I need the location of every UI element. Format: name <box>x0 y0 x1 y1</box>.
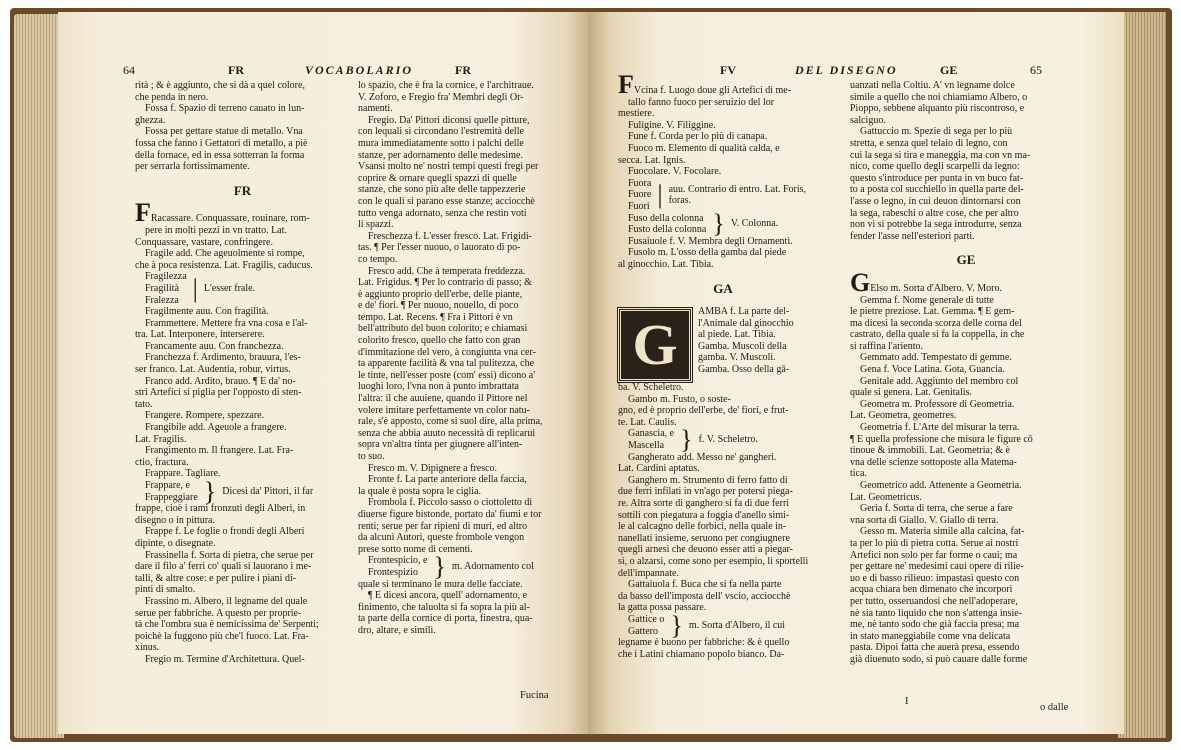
bracketed-entry <box>618 178 828 213</box>
text-line: nè sia tanto liquido che non s'attenga insie- <box>850 607 1023 619</box>
text-line: Lat. Frigidus. ¶ Per lo contrario di passo; & <box>358 277 532 289</box>
entry-term: Mascella <box>628 440 665 452</box>
text-line: tra. Lat. Interponere, interserere. <box>135 329 265 341</box>
entry-definition: auu. Contrario di entro. Lat. Foris, foras. <box>668 183 807 207</box>
text-line: Ganghero m. Strumento di ferro fatto di <box>628 474 788 486</box>
text-line: Fregio m. Termine d'Architettura. Quel- <box>145 653 305 665</box>
text-line: Gemma f. Nome generale di tutte <box>860 294 994 306</box>
text-line: Frombola f. Piccolo sasso o ciottoletto di <box>368 497 533 509</box>
text-line: ghezza. <box>135 114 166 126</box>
text-line: sopra vn'altra tinta per giugnere all'inten- <box>358 439 523 451</box>
text-line: Gangherato add. Messo ne' gangheri. <box>628 451 777 463</box>
entry-term: Gattero <box>628 625 658 637</box>
text-line: Geria f. Sorta di terra, che serue a fare <box>860 503 1013 515</box>
text-line: tallo fanno fuoco per seruizio del lor <box>628 96 775 108</box>
text-line: simile a quello che noi chiamiamo Albero, o <box>850 91 1028 103</box>
text-line: ba. V. Scheletro. <box>618 382 684 394</box>
text-line: pere in molti pezzi in vn tratto. Lat. <box>145 224 287 236</box>
text-line: gamba. V. Muscoli. <box>698 352 776 364</box>
text-line: to suo. <box>358 451 385 462</box>
text-line: con le quali si parano esse stanze; acciocchè <box>358 195 535 207</box>
text-column <box>618 70 828 660</box>
bracket-glyph: | <box>192 273 198 303</box>
entry-terms <box>628 614 664 637</box>
entry-terms <box>628 178 651 213</box>
text-line: fender l'asse nell'esteriori parti. <box>850 230 975 242</box>
entry-term: Fuori <box>628 200 650 212</box>
section-heading: GE <box>956 252 976 268</box>
text-line: uanzati nella Coltiu. A' vn legname dolce <box>850 80 1015 91</box>
text-line: xinus. <box>135 642 160 654</box>
bracketed-entry <box>618 209 828 239</box>
entry-term: Frappeggiare <box>145 491 198 503</box>
text-line: Fuocolare. V. Focolare. <box>628 166 722 178</box>
text-line: Freschezza f. L'esser fresco. Lat. Frigidi- <box>368 230 532 242</box>
text-line: ma dicesi la seconda scorza delle corna del <box>850 317 1022 329</box>
text-line: Fuoco m. Elemento di qualità calda, e <box>628 142 780 154</box>
text-line: dare il filo a' ferri co' quali si lauorano i me- <box>135 561 312 573</box>
text-line: non vi si potrebbe la sega introdurre, senza <box>850 219 1022 231</box>
entry-terms <box>145 480 198 503</box>
entry-term: Fragilità <box>145 282 179 294</box>
page-number: 65 <box>1030 63 1042 77</box>
text-line: ser franco. Lat. Audentia, robur, virtus. <box>135 364 291 376</box>
text-line: Gesso m. Materia simile alla calcina, fat- <box>860 526 1025 538</box>
text-line: dipinte, o disegnate. <box>135 537 216 549</box>
bracket-glyph: } <box>712 209 725 239</box>
text-line: Frappe f. Le foglie o frondi degli Alberi <box>145 526 305 538</box>
entry-term: Frappare, e <box>145 480 190 491</box>
text-line: per tutto, osseruandosi che nell'adoperare, <box>850 595 1018 607</box>
text-line: si raffina l'ariento. <box>850 340 923 352</box>
text-line: stretta, e senza quel telaio di legno, con <box>850 137 1008 149</box>
text-line: nanellati insieme, seruono per congiugnere <box>618 532 790 544</box>
decorated-initial-letter: G <box>618 308 692 382</box>
text-line: tutto venga adornato, senza che restin voti <box>358 207 527 219</box>
text-line: che penda in nero. <box>135 91 209 103</box>
catchword: Fucina <box>520 690 549 701</box>
header-section-right: FR <box>455 63 471 77</box>
bracket-glyph: } <box>433 551 446 581</box>
text-line: due ferri infilati in vn'ago per potersi piega- <box>618 486 793 498</box>
decorated-initial-entry <box>618 306 828 382</box>
text-line: Geometria f. L'Arte del misurar la terra. <box>860 422 1020 434</box>
text-line: Fossa f. Spazio di terreno cauato in lun- <box>145 103 305 115</box>
text-line: disegno o in pittura. <box>135 514 215 526</box>
text-line: re. Altra sorte di ganghero si fa di due ferri <box>618 498 790 510</box>
entry-term: Frontespizio <box>368 566 418 578</box>
text-line: volere imitare perfettamente vn color natu- <box>358 404 530 416</box>
text-line: è aggiunto proprio dell'erbe, delle piante, <box>358 288 523 300</box>
text-line: ¶ E dicesi ancora, quell' adornamento, e <box>368 590 528 602</box>
text-line: vna delle scienze sottoposte alla Matema- <box>850 456 1017 468</box>
text-line: Frammettere. Mettere fra vna cosa e l'al- <box>145 317 308 329</box>
text-line: tas. ¶ Per l'esser nuouo, o lauorato di po- <box>358 242 521 254</box>
text-line: te. Lat. Caulis. <box>618 416 677 428</box>
bracket-glyph: } <box>203 476 217 506</box>
text-line: l'Animale dal ginocchio <box>698 317 794 329</box>
text-line: la sega, rabeschi o altre cose, che per altro <box>850 207 1019 219</box>
bracketed-entry <box>358 551 573 581</box>
text-line: la quale è posta sopra le ciglia. <box>358 485 482 497</box>
text-line: poichè la fuggono più che'l fuoco. Lat. Fra- <box>135 630 309 642</box>
text-line: da basso dell'imposta dell' vscio, acciocchè <box>618 590 791 602</box>
entry-definition: m. Adornamento col <box>451 561 534 573</box>
text-line: Franchezza f. Ardimento, brauura, l'es- <box>145 352 301 364</box>
text-line: GElso m. Sorta d'Albero. V. Moro. <box>850 267 1002 297</box>
text-line: ta per lo più di pietra cotta. Serue ai nostri <box>850 537 1019 549</box>
text-line: mura immediatamente sotto i palchi delle <box>358 137 524 149</box>
text-line: al piede. Lat. Tibia. <box>698 329 776 341</box>
header-section-right: GE <box>940 63 958 77</box>
entry-terms <box>368 555 427 578</box>
bracket-glyph: | <box>657 180 663 210</box>
text-line: salciguo. <box>850 114 886 126</box>
text-line: Frangibile add. Ageuole a frangere. <box>145 422 287 434</box>
text-line: Gattuccio m. Spezie di sega per lo più <box>860 126 1013 138</box>
header-section-left: FV <box>720 63 736 77</box>
text-line: pinti di smalto. <box>135 584 196 596</box>
entry-definition: L'esser frale. <box>203 282 256 294</box>
text-line: si, o alzarsi, come sono per esempio, li sportelli <box>618 556 809 567</box>
text-line: Geometra m. Professore di Geometria. <box>860 398 1015 410</box>
text-line: stanze, che sono più alte delle tappezzerie <box>358 184 526 196</box>
section-heading: GA <box>713 280 733 296</box>
text-line: to a posta col succhiello in quella parte del- <box>850 184 1024 196</box>
section-heading: FR <box>233 182 252 198</box>
text-line: Fresco add. Che à temperata freddezza. <box>368 265 526 277</box>
text-line: bell'attributo del buon colorito; e chiamasi <box>358 323 528 335</box>
entry-term: Fragilezza <box>145 271 187 283</box>
entry-terms <box>628 213 706 236</box>
text-line: li spazzi. <box>358 219 394 231</box>
text-line: quale si genera. Lat. Genitalis. <box>850 387 972 399</box>
text-line: nico, come quello degli scarpelli da legno: <box>850 161 1020 173</box>
text-line: vna sorta di Giallo. V. Giallo di terra. <box>850 514 999 526</box>
text-line: della fornace, ed in essa sotterran la forma <box>135 149 305 161</box>
entry-definition: Dicesi da' Pittori, il far <box>222 485 314 497</box>
text-line: Fusaiuole f. V. Membra degli Ornamenti. <box>628 235 793 247</box>
text-line: Geometrico add. Attenente a Geometria. <box>860 480 1022 491</box>
text-line: Francamente auu. Con franchezza. <box>145 340 284 352</box>
text-line: prese sotto nome di cementi. <box>358 543 473 555</box>
text-line: cui la sega si tira e maneggia, ma con vn ma- <box>850 149 1031 161</box>
text-line: fossa che fanno i Gettatori di metallo, a piè <box>135 137 308 149</box>
entry-term: Frontespicio, e <box>368 555 428 567</box>
text-line: Frangere. Rompere, spezzare. <box>145 410 265 422</box>
bracketed-entry <box>135 271 350 306</box>
text-line: Fragile add. Che ageuolmente si rompe, <box>145 248 305 260</box>
text-line: Frassinella f. Sorta di pietra, che serue per <box>145 549 314 561</box>
text-line: tinoue & immobili. Lat. Geometria; & è <box>850 445 1010 457</box>
text-column <box>358 80 573 637</box>
catchword: o dalle <box>1040 702 1069 713</box>
text-line: Fossa per gettare statue di metallo. Vna <box>145 126 303 138</box>
header-section-left: FR <box>228 63 244 77</box>
text-line: la gatta possa passare. <box>618 602 707 614</box>
text-line: Genitale add. Aggiunto del membro col <box>860 375 1019 387</box>
text-line: acqua chiara ben dimenato che incorpori <box>850 584 1013 596</box>
signature-mark: I <box>905 696 909 707</box>
text-line: dro, altare, e simili. <box>358 624 436 636</box>
text-column <box>135 80 350 666</box>
text-line: in stato maneggiabile come vna delicata <box>850 630 1011 642</box>
running-title: DEL DISEGNO <box>795 63 898 77</box>
text-line: Gattaiuola f. Buca che si fa nella parte <box>628 579 782 591</box>
text-line: questo s'introduce per punta in vn buco fat- <box>850 172 1024 184</box>
text-line: le al calcagno delle forbici, nella quale in- <box>618 521 787 533</box>
entry-term: Fralezza <box>145 294 179 306</box>
text-line: mestiere. <box>618 108 655 120</box>
text-line: frappe, cioè i rami fronzuti degli Alberi, in <box>135 503 306 515</box>
entry-definition: V. Colonna. <box>730 218 779 230</box>
text-line: Fronte f. La parte anteriore della faccia, <box>368 474 527 486</box>
page-number: 64 <box>123 63 135 77</box>
text-line: Artefici non solo per far forme o caui; ma <box>850 549 1018 561</box>
text-line: Fune f. Corda per lo più di canapa. <box>628 131 768 143</box>
text-line: stri Artefici si piglia per l'opposto di sten- <box>135 387 302 399</box>
text-line: uo e di basso rilieuo: impastasi questo con <box>850 572 1020 584</box>
text-line: con lequali si circondano l'estremità delle <box>358 126 524 138</box>
text-line: talli, & altre cose: e per pulire i piani di- <box>135 572 297 584</box>
text-line: ta parte della cornice di porta, finestra, qua- <box>358 613 533 625</box>
page-edges-right <box>1118 12 1166 738</box>
text-line: le tinte, nell'esser poste (com' essi) dicono a' <box>358 369 536 381</box>
text-line: Gena f. Voce Latina. Gota, Guancia. <box>860 364 1005 376</box>
text-line: al ginocchio. Lat. Tibia. <box>618 258 714 270</box>
entry-term: Fuore <box>628 189 652 201</box>
text-line: Fuligine. V. Filiggine. <box>628 119 716 131</box>
entry-terms <box>628 428 674 451</box>
text-line: dell'impannate. <box>618 567 679 579</box>
text-line: Vsansi molto ne' nostri tempi questi fregi per <box>358 161 539 173</box>
bracket-glyph: } <box>670 610 683 640</box>
text-line: da alcuni Autori, queste frombole vengon <box>358 532 525 544</box>
text-line: Conquassare, vastare, confringere. <box>135 236 273 248</box>
text-line: l'asse o legno, in cui deuon dintornarsi con <box>850 195 1021 207</box>
text-line: Fresco m. V. Dipignere a fresco. <box>368 462 498 474</box>
text-line: ctio, fractura. <box>135 456 189 468</box>
text-line: per gettare ne' medesimi caui opere di rilie- <box>850 561 1024 573</box>
entry-terms <box>145 271 187 306</box>
text-line: Frassino m. Albero, il legname del quale <box>145 595 308 607</box>
text-line: per serrarla fortissimamente. <box>135 161 250 173</box>
text-line: Fregio. Da' Pittori diconsi quelle pitture, <box>368 114 530 126</box>
bracketed-entry <box>618 610 828 640</box>
entry-term: Fuso della colonna <box>628 212 704 224</box>
text-line: Gemmato add. Tempestato di gemme. <box>860 352 1012 364</box>
entry-definition: f. V. Scheletro. <box>698 434 758 446</box>
text-line: Fusolo m. L'osso della gamba dal piede <box>628 247 787 259</box>
text-line: e de' fiori. ¶ Per nuouo, nouello, di poco <box>358 300 519 312</box>
text-line: Frangimento m. Il frangere. Lat. Fra- <box>145 445 294 457</box>
text-line: Lat. Cardini aptatus. <box>618 463 700 475</box>
text-line: gno, ed è proprio dell'erbe, de' fiori, e frut- <box>618 405 789 417</box>
text-line: Lat. Geometricus. <box>850 491 922 503</box>
text-line: rale, s'è apposto, come si suol dire, alla prima, <box>358 416 543 428</box>
text-line: le pietre preziose. Lat. Gemma. ¶ E gem- <box>850 306 1015 318</box>
text-line: già diuenuto sodo, si può cauare dalle forme <box>850 653 1028 665</box>
text-line: colorito fresco, quello che fatto con gran <box>358 335 521 347</box>
text-line: FVcina f. Luogo doue gli Artefici di me- <box>618 70 792 99</box>
text-line: Frappare. Tagliare. <box>145 468 221 480</box>
text-line: tà che l'ombra sua è nemicissima de' Serpenti; <box>135 619 319 631</box>
text-line: renti; serue per far ripieni di muri, ed altro <box>358 520 528 532</box>
text-line: serue per fabbriche. A questo per proprie- <box>135 607 302 619</box>
text-line: che à poca resistenza. Lat. Fragilis, caducus. <box>135 259 313 271</box>
text-line: diuerse figure bistonde, portato da' fiumi e tor <box>358 508 542 520</box>
text-line: rità ; & è aggiunto, che si dà a quel colore, <box>135 80 305 91</box>
text-line: d'immitazione del vero, à congiunta vna cer- <box>358 346 536 358</box>
text-line: Lat. Geometra, geometres. <box>850 410 957 422</box>
text-line: co tempo. <box>358 253 398 265</box>
text-line: V. Zoforo, e Fregio fra' Membri degli Or- <box>358 91 524 103</box>
text-line: FRacassare. Conquassare, rouinare, rom- <box>135 198 310 228</box>
entry-term: Fuora <box>628 177 652 189</box>
entry-lines <box>698 306 794 382</box>
bracket-glyph: } <box>680 425 693 455</box>
text-line: ¶ E quella professione che misura le figure cō <box>850 433 1033 445</box>
text-line: quale si terminano le mura delle facciate. <box>358 578 523 590</box>
text-line: Gambo m. Fusto, o soste- <box>628 393 731 405</box>
text-line: ta apparente facilità & vna tal pulitezza, che <box>358 358 535 370</box>
text-line: tempo. Lat. Recens. ¶ Fra i Pittori è vn <box>358 311 513 323</box>
text-line: me, nè tanto sodo che già faccia presa; ma <box>850 619 1020 631</box>
text-line: quegli arnesi che deuono esser atti a piegar- <box>618 544 794 556</box>
text-line: secca. Lat. Ignis. <box>618 154 686 166</box>
running-title: VOCABOLARIO <box>305 63 414 77</box>
entry-term: Gattice o <box>628 613 665 625</box>
text-line: tica. <box>850 468 867 480</box>
text-line: che i Latini chiamano popolo bianco. Da- <box>618 648 785 660</box>
entry-term: Fusto della colonna <box>628 224 707 236</box>
text-line: pasta. Dipoi fatta che auerà presa, essendo <box>850 642 1020 654</box>
text-line: AMBA f. La parte del- <box>698 306 790 318</box>
text-line: tato. <box>135 398 153 410</box>
page-edges-left <box>14 14 64 738</box>
text-line: castrato, della quale si fa la coppella, in che <box>850 329 1025 341</box>
entry-term: Ganascia, e <box>628 428 675 440</box>
text-line: Fragilmente auu. Con fragilità. <box>145 306 269 318</box>
text-line: senza che abbia auuto necessità di replicarui <box>358 427 536 439</box>
text-line: sottili con piegatura a foggia d'anello simi- <box>618 509 790 521</box>
text-column <box>850 80 1082 666</box>
text-line: finimento, che taluolta si fa sopra la più al- <box>358 601 530 613</box>
text-line: Pioppo, sebbene alquanto più riscontroso, e <box>850 103 1025 115</box>
entry-definition: m. Sorta d'Albero, il cui <box>688 619 786 631</box>
text-line: Gamba. Muscoli della <box>698 340 787 352</box>
bracketed-entry <box>618 425 828 455</box>
text-line: stanze, per adornamento delle medesime. <box>358 149 523 161</box>
text-line: l'altra: il che auuiene, quando il Pittore nel <box>358 393 528 405</box>
text-line: lo spazio, che è fra la cornice, e l'architraue. <box>358 80 534 91</box>
text-line: Franco add. Ardito, brauo. ¶ E da' no- <box>145 375 296 387</box>
text-line: Lat. Fragilis. <box>135 433 187 445</box>
bracketed-entry <box>135 476 350 506</box>
text-line: coprire & ornare quegli spazzi di quelle <box>358 172 517 184</box>
text-line: legname è buono per fabbriche: & è quello <box>618 637 790 649</box>
text-line: luoghi loro, l'vna non à punto imbrattata <box>358 381 519 393</box>
text-line: namenti. <box>358 103 393 115</box>
text-line: Gamba. Osso della gā- <box>698 364 790 376</box>
